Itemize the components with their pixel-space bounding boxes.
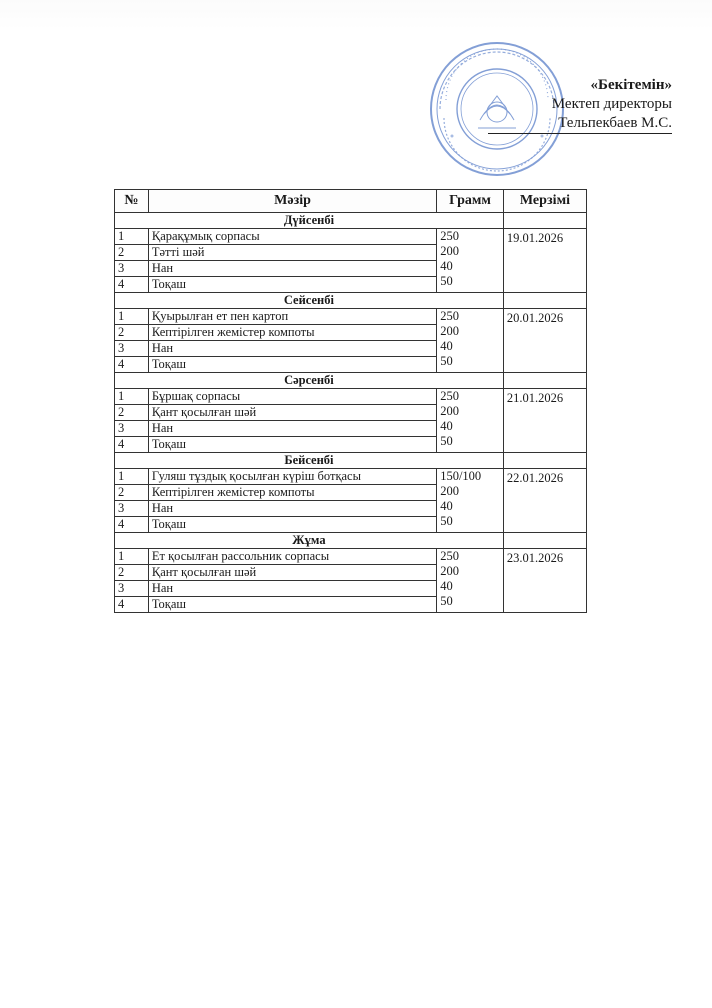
- day-row: [115, 213, 587, 229]
- item-dish: Нан: [148, 341, 436, 357]
- item-dish: Қант қосылған шәй: [148, 405, 436, 421]
- day-date: [503, 309, 586, 373]
- menu-body: [115, 213, 587, 613]
- item-dish: Тоқаш: [148, 517, 436, 533]
- item-dish: Бұршақ сорпасы: [148, 389, 436, 405]
- day-row: [115, 533, 587, 549]
- day-date: [503, 469, 586, 533]
- item-number: 4: [115, 277, 149, 293]
- day-name: Жұма: [115, 533, 504, 549]
- item-gram: 200: [440, 484, 459, 498]
- table-row: [115, 549, 587, 565]
- item-gram: 200: [440, 404, 459, 418]
- header-date: Мерзімі: [503, 190, 586, 213]
- day-date-spacer: [503, 293, 586, 309]
- menu-table: [114, 189, 587, 613]
- item-number: 4: [115, 517, 149, 533]
- approval-title: «Бекітемін»: [590, 77, 672, 93]
- item-number: 2: [115, 565, 149, 581]
- item-gram: 50: [440, 274, 453, 288]
- item-dish: Қант қосылған шәй: [148, 565, 436, 581]
- item-gram: 40: [440, 499, 453, 513]
- day-date-spacer: [503, 373, 586, 389]
- table-row: [115, 229, 587, 245]
- day-date: [503, 389, 586, 453]
- item-number: 4: [115, 357, 149, 373]
- item-number: 1: [115, 389, 149, 405]
- item-dish: Нан: [148, 501, 436, 517]
- item-dish: Тоқаш: [148, 357, 436, 373]
- header-gram: Грамм: [437, 190, 504, 213]
- item-gram: 150/100: [440, 469, 482, 483]
- item-gram: 200: [440, 324, 459, 338]
- day-name: Дүйсенбі: [115, 213, 504, 229]
- item-gram: 50: [440, 594, 453, 608]
- item-number: 2: [115, 405, 149, 421]
- item-dish: Кептірілген жемістер компоты: [148, 325, 436, 341]
- day-name: Бейсенбі: [115, 453, 504, 469]
- table-row: [115, 309, 587, 325]
- item-gram: 50: [440, 514, 453, 528]
- day-date: [503, 229, 586, 293]
- item-number: 2: [115, 245, 149, 261]
- item-gram: 250: [440, 389, 459, 403]
- date-text: 23.01.2026: [506, 551, 564, 565]
- item-gram: 40: [440, 259, 453, 273]
- item-number: 3: [115, 261, 149, 277]
- approval-block: [488, 76, 672, 134]
- item-number: 1: [115, 469, 149, 485]
- item-number: 1: [115, 549, 149, 565]
- item-number: 1: [115, 309, 149, 325]
- item-number: 1: [115, 229, 149, 245]
- date-text: 19.01.2026: [506, 231, 564, 245]
- date-text: 20.01.2026: [506, 311, 564, 325]
- item-dish: Тәтті шәй: [148, 245, 436, 261]
- item-number: 4: [115, 597, 149, 613]
- item-gram: 50: [440, 434, 453, 448]
- date-text: 22.01.2026: [506, 471, 564, 485]
- item-dish: Қуырылған ет пен картоп: [148, 309, 436, 325]
- item-number: 2: [115, 325, 149, 341]
- item-dish: Нан: [148, 421, 436, 437]
- header-dish: Мәзір: [148, 190, 436, 213]
- item-gram: 200: [440, 244, 459, 258]
- gram-cell: [437, 389, 504, 453]
- day-row: [115, 453, 587, 469]
- item-number: 3: [115, 421, 149, 437]
- item-gram: 40: [440, 339, 453, 353]
- item-gram: 40: [440, 419, 453, 433]
- table-row: [115, 389, 587, 405]
- item-gram: 50: [440, 354, 453, 368]
- gram-cell: [437, 229, 504, 293]
- item-number: 2: [115, 485, 149, 501]
- date-text: 21.01.2026: [506, 391, 564, 405]
- item-gram: 250: [440, 549, 459, 563]
- gram-cell: [437, 469, 504, 533]
- day-date-spacer: [503, 213, 586, 229]
- item-number: 3: [115, 581, 149, 597]
- item-dish: Тоқаш: [148, 277, 436, 293]
- item-number: 4: [115, 437, 149, 453]
- item-dish: Кептірілген жемістер компоты: [148, 485, 436, 501]
- day-name: Сәрсенбі: [115, 373, 504, 389]
- item-dish: Гуляш тұздық қосылған күріш ботқасы: [148, 469, 436, 485]
- director-name: Тельпекбаев М.С.: [488, 114, 672, 134]
- item-number: 3: [115, 341, 149, 357]
- item-gram: 250: [440, 309, 459, 323]
- item-dish: Ет қосылған рассольник сорпасы: [148, 549, 436, 565]
- gram-cell: [437, 309, 504, 373]
- day-row: [115, 293, 587, 309]
- header-number: №: [115, 190, 149, 213]
- header-row: [115, 190, 587, 213]
- item-dish: Қарақұмық сорпасы: [148, 229, 436, 245]
- item-gram: 250: [440, 229, 459, 243]
- gram-cell: [437, 549, 504, 613]
- item-dish: Тоқаш: [148, 597, 436, 613]
- day-name: Сейсенбі: [115, 293, 504, 309]
- item-number: 3: [115, 501, 149, 517]
- day-date-spacer: [503, 453, 586, 469]
- table-row: [115, 469, 587, 485]
- item-dish: Нан: [148, 261, 436, 277]
- item-gram: 200: [440, 564, 459, 578]
- item-dish: Тоқаш: [148, 437, 436, 453]
- day-date-spacer: [503, 533, 586, 549]
- director-position: Мектеп директоры: [551, 96, 672, 112]
- day-row: [115, 373, 587, 389]
- item-dish: Нан: [148, 581, 436, 597]
- item-gram: 40: [440, 579, 453, 593]
- day-date: [503, 549, 586, 613]
